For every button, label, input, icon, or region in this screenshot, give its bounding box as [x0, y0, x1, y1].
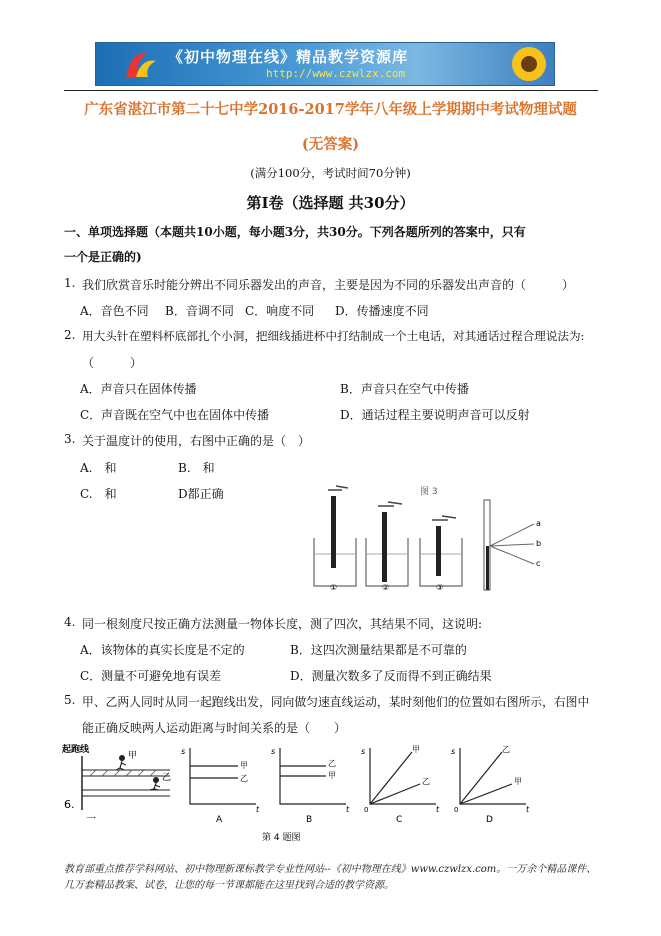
beaker-2: [366, 502, 408, 592]
graph-d-t-axis: t: [526, 805, 530, 814]
beaker-3-label: ③: [436, 583, 444, 592]
graph-a-s-axis: s: [181, 747, 186, 756]
graph-c-jia: 甲: [412, 745, 420, 754]
graph-a-jia: 甲: [240, 761, 248, 770]
q5-number: 5.: [64, 693, 76, 707]
page-footer: [64, 862, 596, 894]
header-banner: [95, 42, 555, 86]
track-scene: [62, 743, 171, 825]
graph-b-s-axis: s: [271, 747, 276, 756]
graph-d-jia: 甲: [514, 777, 522, 786]
doc-title: 广东省湛江市第二十七中学2016-2017学年八年级上学期期中考试物理试题: [84, 101, 577, 118]
q4-option-d[interactable]: D．测量次数多了反而得不到正确结果: [290, 669, 492, 683]
q5-stem: 甲、乙两人同时从同一起跑线出发，同向做匀速直线运动，某时刻他们的位置如右图所示，右图中: [82, 695, 590, 709]
runner-jia-label: 甲: [128, 751, 138, 761]
reading-b: b: [536, 539, 542, 548]
scene-dash: 一: [86, 814, 96, 825]
graph-d-origin: 0: [454, 806, 459, 814]
graph-c-yi: 乙: [422, 777, 430, 786]
graph-c-t-axis: t: [436, 805, 440, 814]
runner-yi-icon: [153, 777, 159, 783]
q3-option-d[interactable]: D都正确: [178, 487, 224, 501]
beaker-1: [314, 486, 356, 592]
banner-title: 《初中物理在线》精品教学资源库: [168, 48, 409, 66]
graph-b-yi: 乙: [328, 759, 336, 768]
q3-stem: 关于温度计的使用，右图中正确的是（ ）: [82, 434, 311, 448]
q4-option-a[interactable]: A．该物体的真实长度是不定的: [80, 643, 245, 657]
q5-stem-cont: 能正确反映两人运动距离与时间关系的是（ ）: [82, 721, 347, 735]
thermometer-scale: [484, 500, 541, 590]
runner-yi-label: 乙: [162, 773, 172, 783]
start-line-label: 起跑线: [62, 745, 90, 755]
q1-option-c[interactable]: C．响度不同: [245, 304, 315, 318]
q4-number: 4.: [64, 615, 76, 629]
reading-c: c: [536, 559, 541, 568]
thermometer-figure: [308, 482, 558, 594]
header-rule: [64, 90, 598, 91]
graph-a: [181, 747, 260, 825]
exam-info: (满分100分，考试时间70分钟): [250, 166, 411, 180]
reading-a: a: [536, 519, 541, 528]
graph-d-label: D: [486, 815, 493, 825]
graph-d-yi: 乙: [502, 745, 510, 754]
beaker-3: [420, 516, 462, 592]
footer-line-1: 教育部重点推荐学科网站、初中物理新课标教学专业性网站--《初中物理在线》www.czwlzx.com。一万余个精品课件、: [64, 864, 597, 875]
banner-url[interactable]: http://www.czwlzx.com: [266, 67, 406, 80]
q3-option-a[interactable]: A. 和: [80, 461, 117, 475]
q2-option-a[interactable]: A．声音只在固体传播: [80, 382, 197, 396]
graph-a-label: A: [216, 815, 223, 825]
q3-option-b[interactable]: B. 和: [178, 461, 215, 475]
runner-jia-icon: [119, 755, 125, 761]
graph-b: [271, 747, 350, 825]
section-heading: 第Ⅰ卷（选择题 共30分）: [246, 194, 415, 212]
q2-stem-cont: （ ）: [82, 356, 143, 370]
q1-option-d[interactable]: D．传播速度不同: [335, 304, 429, 318]
q1-number: 1.: [64, 276, 76, 290]
sunflower-icon: [504, 43, 554, 85]
motion-graphs-figure: [60, 740, 540, 846]
site-logo-icon: [120, 47, 160, 81]
graph-b-label: B: [306, 815, 313, 825]
q4-option-c[interactable]: C．测量不可避免地有误差: [80, 669, 222, 683]
graph-c: [361, 745, 440, 825]
graph-c-s-axis: s: [361, 747, 366, 756]
q1-option-b[interactable]: B．音调不同: [165, 304, 234, 318]
q1-stem: 我们欣赏音乐时能分辨出不同乐器发出的声音，主要是因为不同的乐器发出声音的（ ）: [82, 278, 575, 292]
doc-title-note: (无答案): [301, 136, 360, 153]
figure4-caption: 第 4 题图: [262, 833, 301, 843]
graph-d: [451, 745, 530, 825]
graph-b-t-axis: t: [346, 805, 350, 814]
part-instructions-cont: 一个是正确的): [64, 250, 142, 264]
beaker-2-label: ②: [382, 583, 390, 592]
q2-option-b[interactable]: B．声音只在空气中传播: [340, 382, 469, 396]
q4-stem: 同一根刻度尺按正确方法测量一物体长度，测了四次，其结果不同，这说明:: [82, 617, 483, 631]
q2-option-d[interactable]: D．通话过程主要说明声音可以反射: [340, 408, 530, 422]
graph-d-s-axis: s: [451, 747, 456, 756]
q3-number: 3.: [64, 432, 76, 446]
q2-number: 2.: [64, 328, 76, 342]
figure3-caption: 图 3: [420, 487, 438, 497]
footer-line-2: 几万套精品教案、试卷，让您的每一节课都能在这里找到合适的教学资源。: [64, 880, 394, 891]
q2-stem: 用大头针在塑料杯底部扎个小洞，把细线插进杯中打结制成一个土电话，对其通话过程合理说法为:: [82, 329, 585, 343]
part-instructions: 一、单项选择题（本题共10小题，每小题3分，共30分。下列各题所列的答案中，只有: [64, 225, 526, 239]
graph-c-label: C: [396, 815, 403, 825]
graph-a-t-axis: t: [256, 805, 260, 814]
beaker-1-label: ①: [330, 583, 338, 592]
graph-a-yi: 乙: [240, 774, 248, 783]
q2-option-c[interactable]: C．声音既在空气中也在固体中传播: [80, 408, 270, 422]
q3-option-c[interactable]: C. 和: [80, 487, 117, 501]
q4-option-b[interactable]: B．这四次测量结果都是不可靠的: [290, 643, 467, 657]
question-6-number: 6.: [64, 798, 75, 811]
graph-b-jia: 甲: [328, 771, 336, 780]
q1-option-a[interactable]: A．音色不同: [80, 304, 149, 318]
graph-c-origin: 0: [364, 806, 369, 814]
